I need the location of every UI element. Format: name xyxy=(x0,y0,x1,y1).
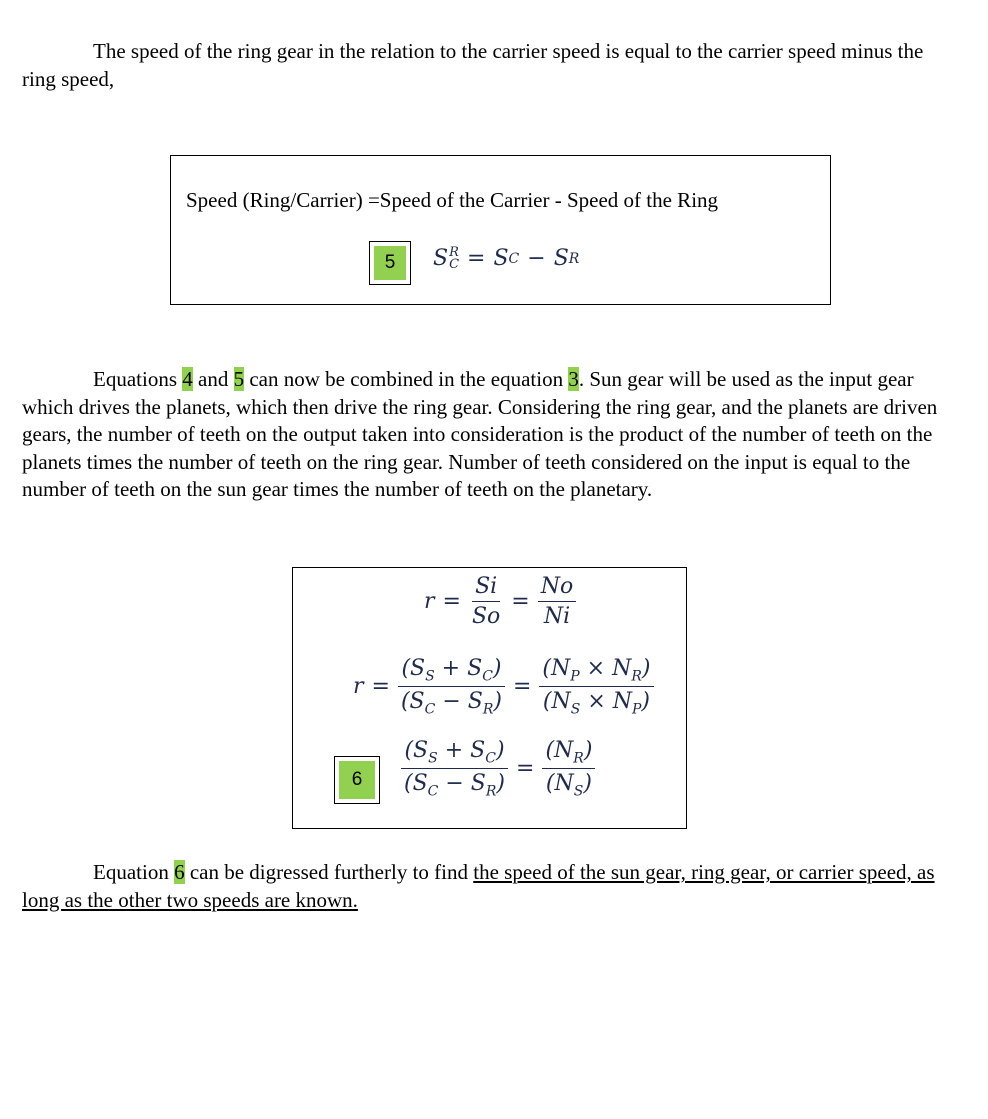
ratio-equation-simplified: $\frac{(S_S + S_C)}{(S_C - S_R)}$ = $\frac{(N_R)}{(N_S)}$ xyxy=(401,738,595,800)
equation-ref-5: 5 xyxy=(233,367,245,391)
conclusion-paragraph: Equation 6 can be digressed furtherly to find the speed of the sun gear, ring gear, or carrier speed, as long as the other two speeds are known. xyxy=(22,860,935,912)
equation-ref-4: 4 xyxy=(182,367,193,391)
speed-equation-box xyxy=(170,155,831,305)
equation-number-6: 6 xyxy=(334,756,380,804)
equation-ref-3: 3 xyxy=(568,367,579,391)
underlined-statement: the speed of the sun gear, ring gear, or carrier speed, as long as the other two speeds are known. xyxy=(22,860,935,912)
equation-number-5: 5 xyxy=(369,241,411,285)
combination-paragraph: Equations 4 and 5 can now be combined in the equation 3. Sun gear will be used as the input gear which drives the planets, which then drive the ring gear. Considering the ring gear, and the planets are driven gears, the number of teeth on the output taken into consideration is the product of the number of teeth on the planets times the number of teeth on the ring gear. Number of teeth considered on the input is equal to the number of teeth on the sun gear times the number of teeth on the planetary. xyxy=(22,367,938,501)
equation-ref-6: 6 xyxy=(174,860,185,884)
intro-paragraph xyxy=(22,38,957,93)
ratio-equation-expanded: r = $\frac{(S_S + S_C)}{(S_C - S_R)}$ = $\frac{(N_P \times N_R)}{(N_S \times N_P)}$ xyxy=(353,656,654,718)
ratio-equation-basic: r = $\frac{Si}{So}$ = $\frac{No}{Ni}$ xyxy=(424,574,576,629)
ratio-equation-box xyxy=(292,567,687,829)
speed-equation-formula: S R C = S C − S R xyxy=(433,244,580,272)
speed-equation-label: Speed (Ring/Carrier) =Speed of the Carrier - Speed of the Ring xyxy=(186,188,719,212)
intro-text: The speed of the ring gear in the relation to the carrier speed is equal to the carrier speed minus the ring speed, xyxy=(22,39,924,91)
